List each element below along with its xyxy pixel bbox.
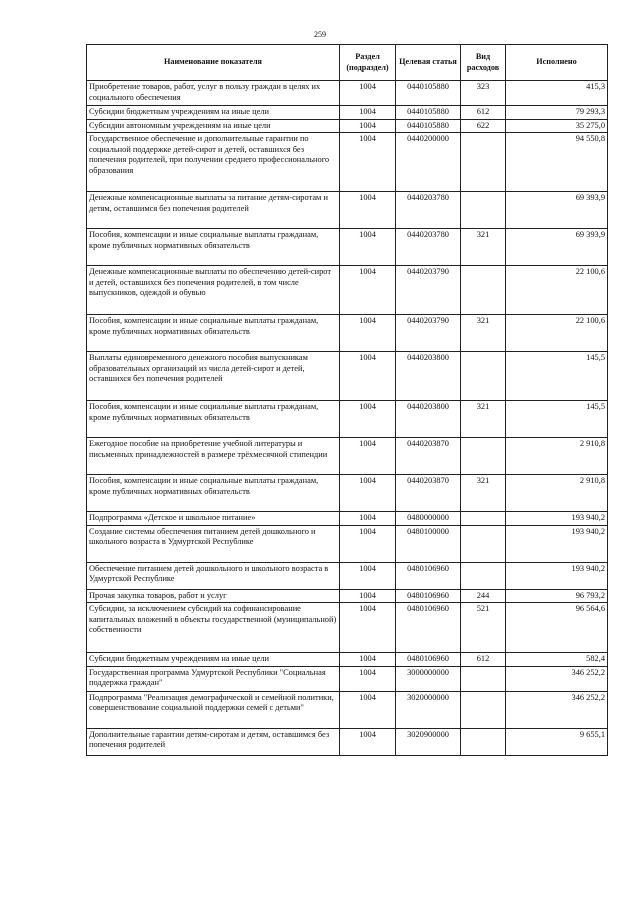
table-row	[87, 562, 608, 589]
cell-type	[461, 728, 506, 755]
cell-executed: 145,5	[506, 352, 608, 401]
cell-type	[461, 133, 506, 192]
header-article: Целевая статья	[396, 45, 461, 81]
header-type: Вид расходов	[461, 45, 506, 81]
cell-executed: 69 393,9	[506, 192, 608, 229]
cell-name: Прочая закупка товаров, работ и услуг	[87, 589, 340, 603]
cell-article: 0440203800	[396, 401, 461, 438]
cell-name: Обеспечение питанием детей дошкольного и школьного возраста в Удмуртской Республике	[87, 562, 340, 589]
table-row	[87, 133, 608, 192]
table-row	[87, 401, 608, 438]
cell-article: 0440203870	[396, 438, 461, 475]
table-row	[87, 119, 608, 133]
cell-type: 622	[461, 119, 506, 133]
cell-type	[461, 691, 506, 728]
table-row	[87, 229, 608, 266]
cell-name: Субсидии, за исключением субсидий на софинансирование капитальных вложений в объекты государственной (муниципальной) собственности	[87, 603, 340, 653]
cell-type	[461, 666, 506, 691]
cell-name: Создание системы обеспечения питанием детей дошкольного и школьного возраста в Удмуртской Республике	[87, 525, 340, 562]
cell-executed: 22 100,6	[506, 315, 608, 352]
cell-section: 1004	[340, 133, 396, 192]
cell-section: 1004	[340, 691, 396, 728]
cell-type: 612	[461, 653, 506, 667]
cell-executed: 346 252,2	[506, 666, 608, 691]
cell-executed: 582,4	[506, 653, 608, 667]
cell-type: 321	[461, 229, 506, 266]
cell-section: 1004	[340, 401, 396, 438]
table-row	[87, 266, 608, 315]
cell-article: 0440203780	[396, 229, 461, 266]
cell-type	[461, 525, 506, 562]
cell-article: 0480000000	[396, 512, 461, 526]
cell-name: Дополнительные гарантии детям-сиротам и детям, оставшимся без попечения родителей	[87, 728, 340, 755]
cell-section: 1004	[340, 192, 396, 229]
cell-section: 1004	[340, 438, 396, 475]
cell-name: Государственное обеспечение и дополнительные гарантии по социальной поддержке детей-сирот и детей, оставшихся без попечения родителей, при получении среднего профессионального образования	[87, 133, 340, 192]
cell-executed: 96 793,2	[506, 589, 608, 603]
cell-name: Денежные компенсационные выплаты за питание детям-сиротам и детям, оставшимся без попечения родителей	[87, 192, 340, 229]
cell-article: 3020000000	[396, 691, 461, 728]
cell-type: 321	[461, 401, 506, 438]
cell-section: 1004	[340, 119, 396, 133]
cell-article: 0440203790	[396, 315, 461, 352]
cell-name: Пособия, компенсации и иные социальные выплаты гражданам, кроме публичных нормативных обязательств	[87, 229, 340, 266]
table-row	[87, 728, 608, 755]
cell-article: 3000000000	[396, 666, 461, 691]
cell-executed: 2 910,8	[506, 438, 608, 475]
cell-type	[461, 438, 506, 475]
cell-section: 1004	[340, 352, 396, 401]
header-section: Раздел (подраздел)	[340, 45, 396, 81]
cell-type: 321	[461, 475, 506, 512]
cell-executed: 94 550,8	[506, 133, 608, 192]
table-row	[87, 475, 608, 512]
cell-name: Субсидии автономным учреждениям на иные цели	[87, 119, 340, 133]
cell-section: 1004	[340, 229, 396, 266]
cell-section: 1004	[340, 106, 396, 120]
table-row	[87, 352, 608, 401]
cell-article: 0440105880	[396, 119, 461, 133]
cell-type	[461, 562, 506, 589]
cell-article: 0440105880	[396, 106, 461, 120]
header-name: Наименование показателя	[87, 45, 340, 81]
cell-section: 1004	[340, 81, 396, 106]
cell-type: 321	[461, 315, 506, 352]
cell-name: Подпрограмма «Детское и школьное питание»	[87, 512, 340, 526]
cell-article: 0440203870	[396, 475, 461, 512]
table-body	[87, 81, 608, 756]
cell-name: Пособия, компенсации и иные социальные выплаты гражданам, кроме публичных нормативных обязательств	[87, 401, 340, 438]
cell-section: 1004	[340, 512, 396, 526]
cell-executed: 346 252,2	[506, 691, 608, 728]
page-number: 259	[314, 30, 326, 39]
cell-section: 1004	[340, 475, 396, 512]
table-row	[87, 192, 608, 229]
cell-name: Субсидии бюджетным учреждениям на иные цели	[87, 106, 340, 120]
cell-type	[461, 192, 506, 229]
cell-executed: 22 100,6	[506, 266, 608, 315]
cell-section: 1004	[340, 728, 396, 755]
table-row	[87, 525, 608, 562]
cell-section: 1004	[340, 666, 396, 691]
table-row	[87, 315, 608, 352]
cell-section: 1004	[340, 603, 396, 653]
cell-article: 0440203790	[396, 266, 461, 315]
cell-article: 0480106960	[396, 562, 461, 589]
cell-executed: 193 940,2	[506, 562, 608, 589]
cell-article: 0480106960	[396, 589, 461, 603]
table-row	[87, 653, 608, 667]
cell-name: Приобретение товаров, работ, услуг в пользу граждан в целях их социального обеспечения	[87, 81, 340, 106]
table-row	[87, 666, 608, 691]
cell-executed: 35 275,0	[506, 119, 608, 133]
cell-executed: 79 293,3	[506, 106, 608, 120]
cell-name: Пособия, компенсации и иные социальные выплаты гражданам, кроме публичных нормативных обязательств	[87, 315, 340, 352]
cell-type	[461, 512, 506, 526]
cell-section: 1004	[340, 525, 396, 562]
cell-executed: 2 910,8	[506, 475, 608, 512]
cell-article: 3020900000	[396, 728, 461, 755]
cell-section: 1004	[340, 315, 396, 352]
cell-executed: 96 564,6	[506, 603, 608, 653]
cell-type	[461, 352, 506, 401]
cell-article: 0440105880	[396, 81, 461, 106]
cell-type: 323	[461, 81, 506, 106]
cell-type	[461, 266, 506, 315]
table-row	[87, 589, 608, 603]
table-row	[87, 81, 608, 106]
cell-name: Пособия, компенсации и иные социальные выплаты гражданам, кроме публичных нормативных обязательств	[87, 475, 340, 512]
header-executed: Исполнено	[506, 45, 608, 81]
cell-name: Денежные компенсационные выплаты по обеспечению детей-сирот и детей, оставшихся без попечения родителей, в том числе выпускников, одеждой и обувью	[87, 266, 340, 315]
cell-article: 0440203780	[396, 192, 461, 229]
cell-executed: 193 940,2	[506, 512, 608, 526]
cell-article: 0440203800	[396, 352, 461, 401]
cell-section: 1004	[340, 653, 396, 667]
cell-name: Подпрограмма "Реализация демографической и семейной политики, совершенствование социальной поддержки семей с детьми"	[87, 691, 340, 728]
cell-article: 0480106960	[396, 653, 461, 667]
cell-name: Ежегодное пособие на приобретение учебной литературы и письменных принадлежностей в размере трёхмесячной стипендии	[87, 438, 340, 475]
table-row	[87, 438, 608, 475]
table-row	[87, 691, 608, 728]
cell-executed: 145,5	[506, 401, 608, 438]
cell-name: Государственная программа Удмуртской Республики "Социальная поддержка граждан"	[87, 666, 340, 691]
cell-article: 0480106960	[396, 603, 461, 653]
cell-executed: 69 393,9	[506, 229, 608, 266]
cell-name: Выплаты единовременного денежного пособия выпускникам образовательных организаций из числа детей-сирот и детей, оставшихся без попечения родителей	[87, 352, 340, 401]
cell-type: 521	[461, 603, 506, 653]
table-header-row	[87, 45, 608, 81]
cell-type: 244	[461, 589, 506, 603]
cell-name: Субсидии бюджетным учреждениям на иные цели	[87, 653, 340, 667]
cell-executed: 9 655,1	[506, 728, 608, 755]
cell-section: 1004	[340, 589, 396, 603]
cell-article: 0480100000	[396, 525, 461, 562]
table-row	[87, 106, 608, 120]
budget-table	[86, 44, 608, 756]
table-row	[87, 603, 608, 653]
table-row	[87, 512, 608, 526]
cell-type: 612	[461, 106, 506, 120]
cell-section: 1004	[340, 266, 396, 315]
cell-section: 1004	[340, 562, 396, 589]
cell-article: 0440200000	[396, 133, 461, 192]
cell-executed: 193 940,2	[506, 525, 608, 562]
cell-executed: 415,3	[506, 81, 608, 106]
